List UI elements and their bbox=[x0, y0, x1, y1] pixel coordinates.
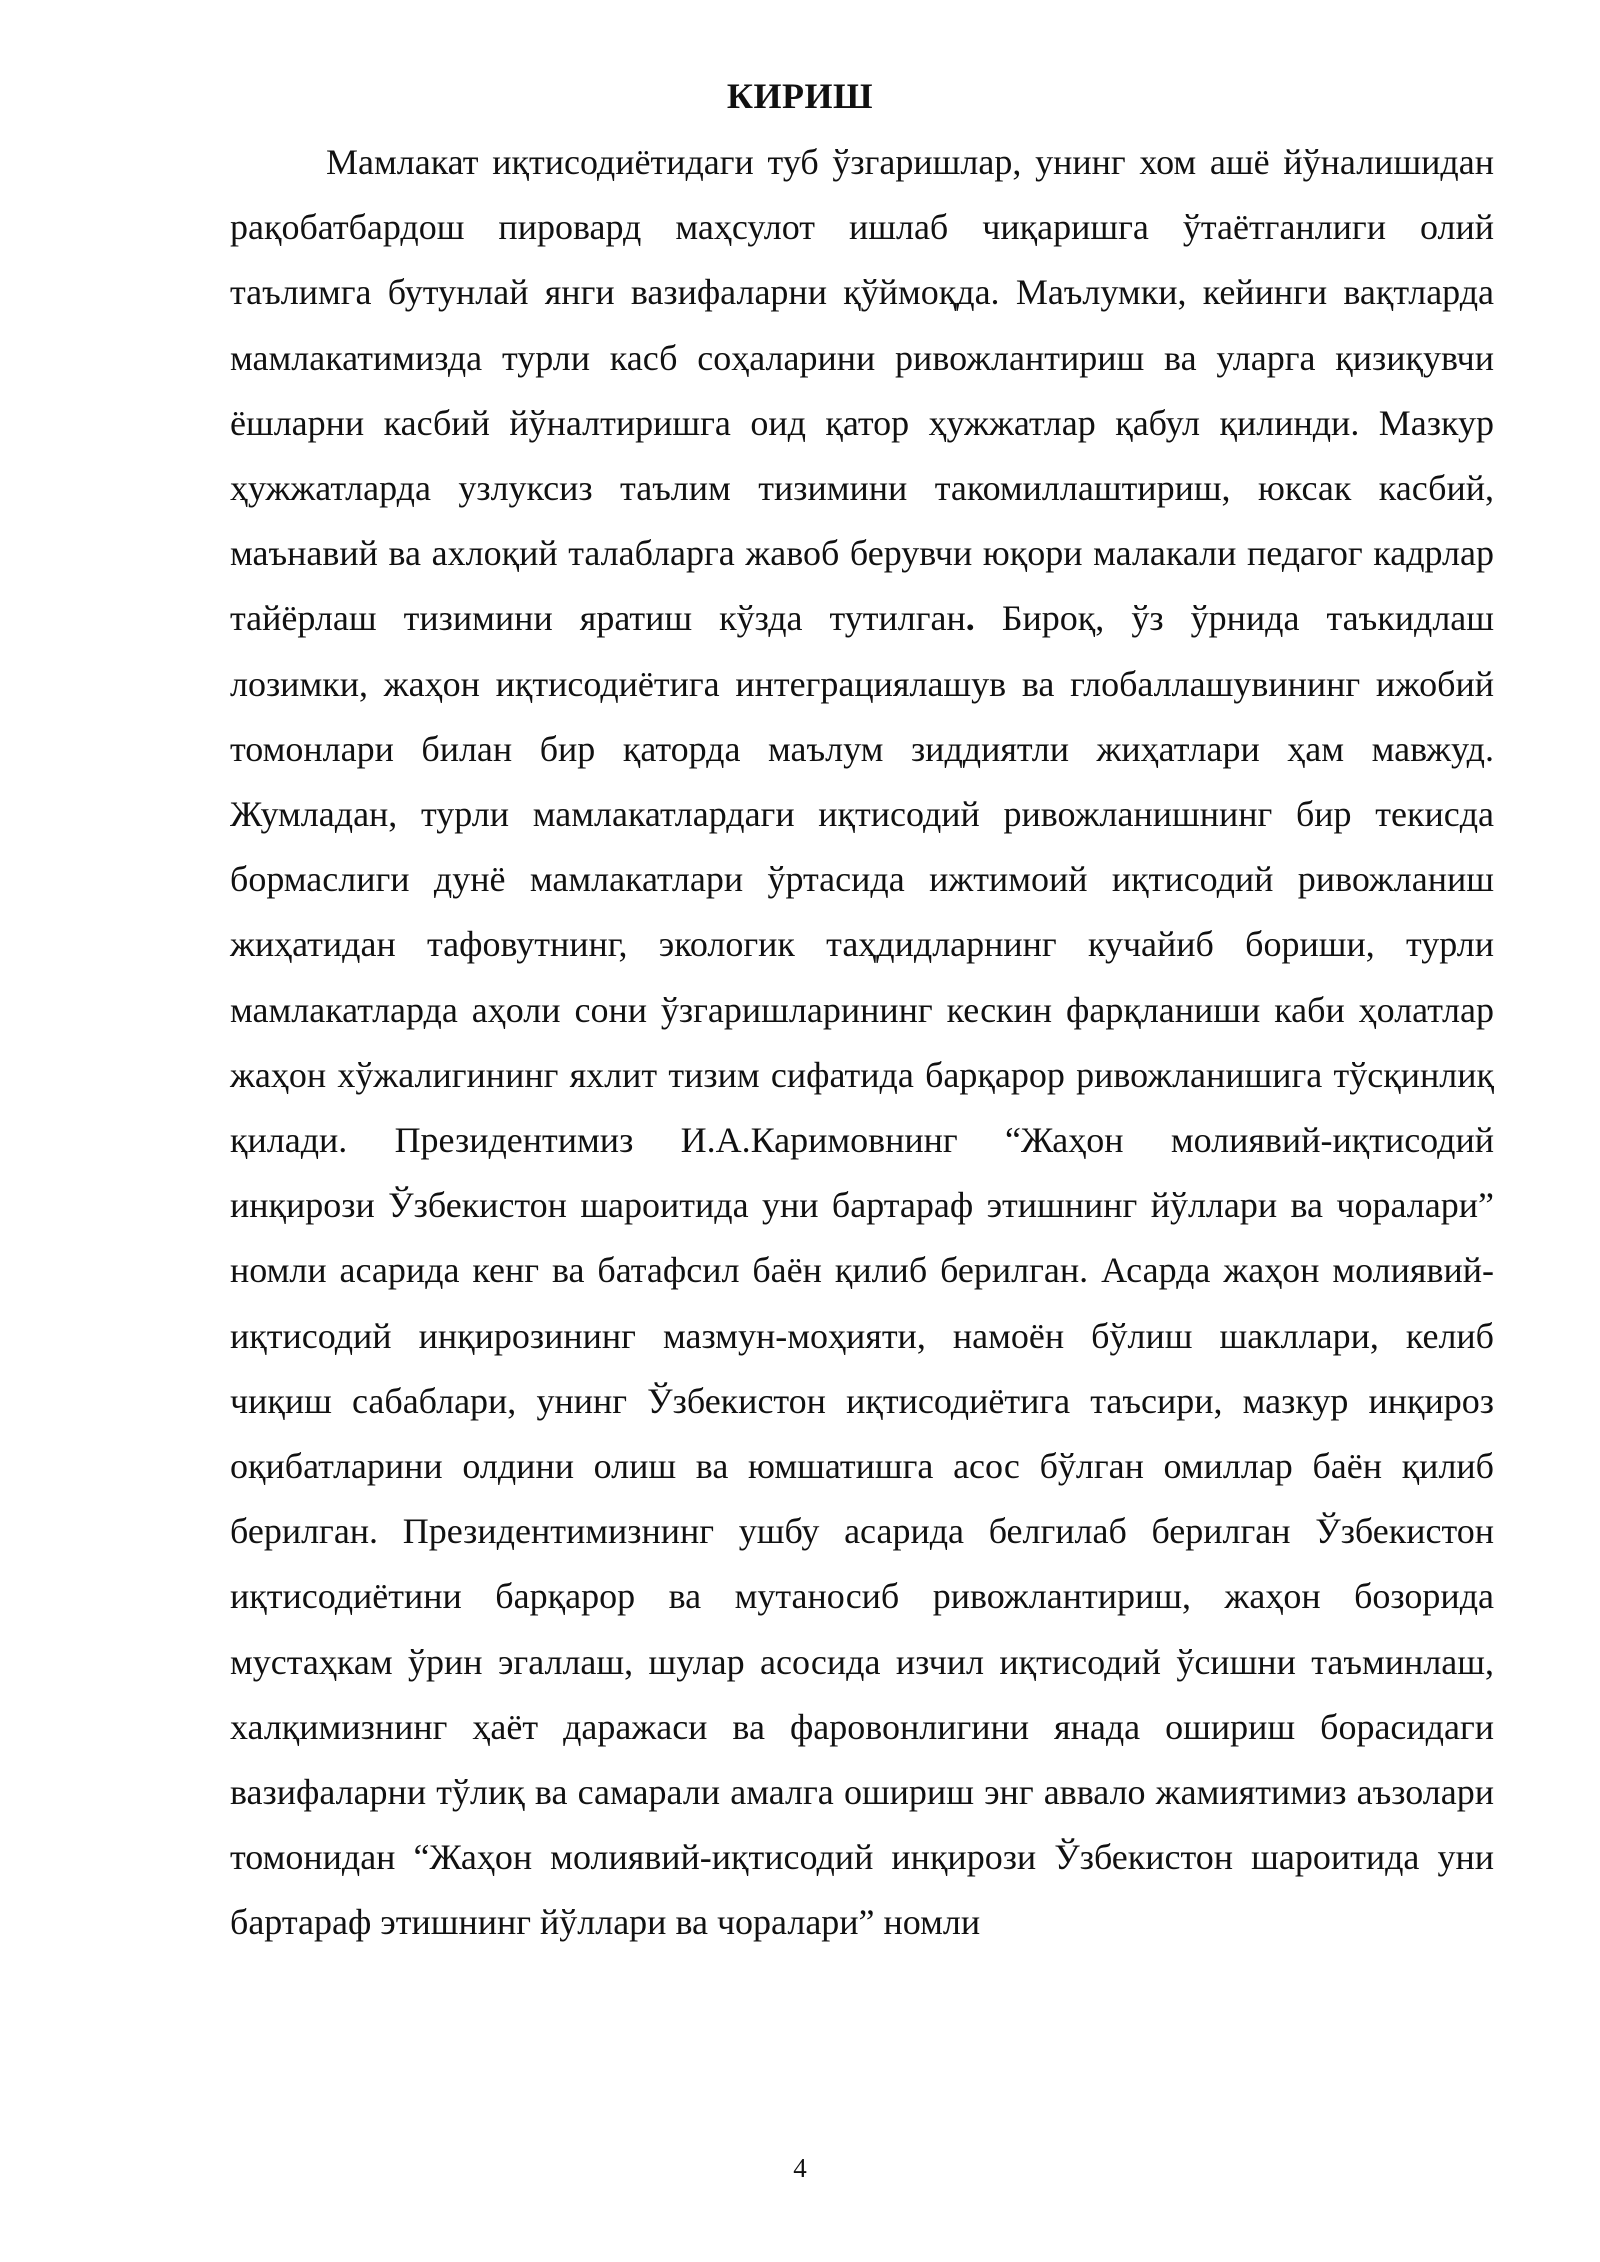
paragraph-text-part-2: Бироқ, ўз ўрнида таъкидлаш лозимки, жаҳон иқтисодиётига интеграциялашув ва глобаллашувининг ижобий томонлари билан бир қаторда маълум зиддиятли жиҳатлари ҳам мавжуд. Жумладан, турли мамлакатлардаги иқтисодий ривожланишнинг бир текисда бормаслиги дунё мамлакатлари ўртасида ижтимоий иқтисодий ривожланиш жиҳатидан тафовутнинг, экологик таҳдидларнинг кучайиб бориши, турли мамлакатларда аҳоли сони ўзгаришларининг кескин фарқланиши каби ҳолатлар жаҳон хўжалигининг яхлит тизим сифатида барқарор ривожланишига тўсқинлиқ қилади. Президентимиз И.А.Каримовнинг “Жаҳон молиявий-иқтисодий инқирози Ўзбекистон шароитида уни бартараф этишнинг йўллари ва чоралари” номли асарида кенг ва батафсил баён қилиб берилган. Асарда жаҳон молиявий-иқтисодий инқирозининг мазмун-моҳияти, намоён бўлиш шакллари, келиб чиқиш сабаблари, унинг Ўзбекистон иқтисодиётига таъсири, мазкур инқироз оқибатларини олдини олиш ва юмшатишга асос бўлган омиллар баён қилиб берилган. Президентимизнинг ушбу асарида белгилаб берилган Ўзбекистон иқтисодиётини барқарор ва мутаносиб ривожлантириш, жаҳон бозорида мустаҳкам ўрин эгаллаш, шулар асосида изчил иқтисодий ўсишни таъминлаш, халқимизнинг ҳаёт даражаси ва фаровонлигини янада ошириш борасидаги вазифаларни тўлиқ ва самарали амалга ошириш энг аввало жамиятимиз аъзолари томонидан “Жаҳон молиявий-иқтисодий инқирози Ўзбекистон шароитида уни бартараф этишнинг йўллари ва чоралари” номли bbox=[230, 598, 1494, 1943]
page-number: 4 bbox=[793, 2153, 807, 2183]
body-paragraph bbox=[230, 130, 1494, 1956]
paragraph-text-part-1: Мамлакат иқтисодиётидаги туб ўзгаришлар, унинг хом ашё йўналишидан рақобатбардош пировард маҳсулот ишлаб чиқаришга ўтаётганлиги олий таълимга бутунлай янги вазифаларни қўймоқда. Маълумки, кейинги вақтларда мамлакатимизда турли касб соҳаларини ривожлантириш ва уларга қизиқувчи ёшларни касбий йўналтиришга оид қатор ҳужжатлар қабул қилинди. Мазкур ҳужжатларда узлуксиз таълим тизимини такомиллаштириш, юксак касбий, маънавий ва ахлоқий талабларга жавоб берувчи юқори малакали педагог кадрлар тайёрлаш тизимини яратиш кўзда тутилган bbox=[230, 142, 1494, 639]
bold-period: . bbox=[965, 598, 975, 639]
page-title: КИРИШ bbox=[726, 76, 874, 116]
